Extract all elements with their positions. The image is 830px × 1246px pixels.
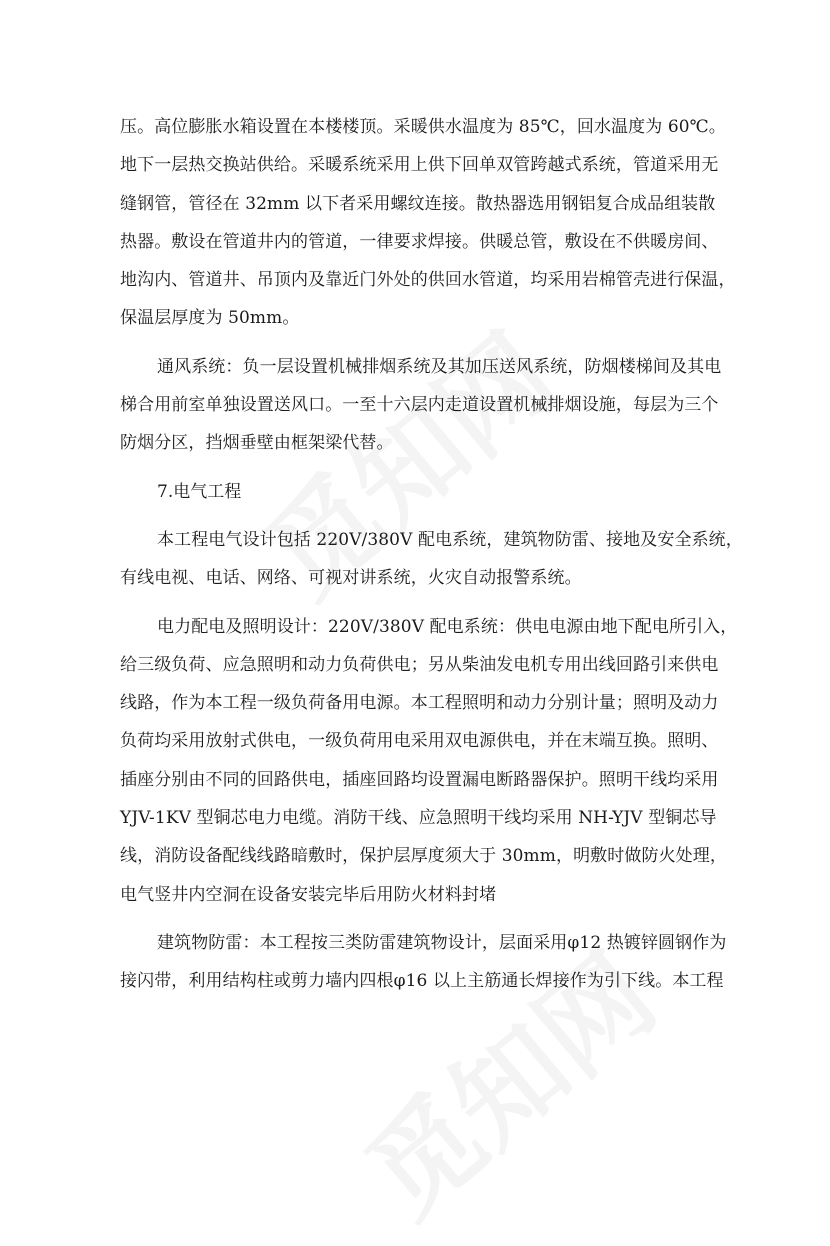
paragraph-electrical-scope [120,521,743,598]
paragraph-lightning-protection [120,924,727,1001]
text-line: 建筑物防雷：本工程按三类防雷建筑物设计，层面采用φ12 热镀锌圆钢作为 [157,932,727,953]
paragraph-ventilation [120,348,720,463]
text-line: 线路，作为本工程一级负荷备用电源。本工程照明和动力分别计量；照明及动力 [120,693,719,714]
text-line: 给三级负荷、应急照明和动力负荷供电；另从柴油发电机专用出线回路引来供电 [120,654,719,675]
text-line: 本工程电气设计包括 220V/380V 配电系统，建筑物防雷、接地及安全系统， [157,529,743,550]
paragraph-power-lighting [120,608,738,914]
text-line: 电气竖井内空洞在设备安装完毕后用防火材料封堵 [120,884,497,905]
paragraph-heating [120,108,736,338]
text-line: 梯合用前室单独设置送风口。一至十六层内走道设置机械排烟设施，每层为三个 [120,395,719,416]
text-line: 线，消防设备配线线路暗敷时，保护层厚度须大于 30mm，明敷时做防火处理， [120,846,727,867]
text-line: YJV-1KV 型铜芯电力电缆。消防干线、应急照明干线均采用 NH-YJV 型铜芯导 [120,808,717,829]
document-body [120,108,743,1011]
text-line: 保温层厚度为 50mm。 [120,308,300,329]
text-line: 热器。敷设在管道井内的管道，一律要求焊接。供暖总管，敷设在不供暖房间、 [120,231,719,252]
text-line: 有线电视、电话、网络、可视对讲系统，火灾自动报警系统。 [120,568,582,589]
text-line: 地沟内、管道井、吊顶内及靠近门外处的供回水管道，均采用岩棉管壳进行保温， [120,270,736,291]
text-line: 缝钢管，管径在 32mm 以下者采用螺纹连接。散热器选用钢铝复合成品组装散 [120,193,716,214]
text-line: 负荷均采用放射式供电，一级负荷用电采用双电源供电，并在末端互换。照明、 [120,731,719,752]
text-line: 接闪带，利用结构柱或剪力墙内四根φ16 以上主筋通长焊接作为引下线。本工程 [120,971,724,992]
text-line: 地下一层热交换站供给。采暖系统采用上供下回单双管跨越式系统，管道采用无 [120,155,719,176]
text-line: 通风系统：负一层设置机械排烟系统及其加压送风系统，防烟楼梯间及其电 [157,356,722,377]
text-line: 电力配电及照明设计：220V/380V 配电系统：供电电源由地下配电所引入， [157,616,738,637]
section-heading: 7.电气工程 [157,481,242,502]
text-line: 插座分别由不同的回路供电，插座回路均设置漏电断路器保护。照明干线均采用 [120,769,719,790]
text-line: 防烟分区，挡烟垂壁由框架梁代替。 [120,433,394,454]
text-line: 压。高位膨胀水箱设置在本楼楼顶。采暖供水温度为 85℃，回水温度为 60℃。 [120,117,726,137]
